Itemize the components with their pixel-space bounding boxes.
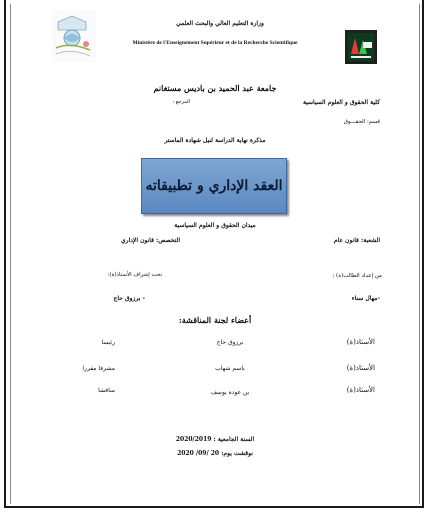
student-name: -مهال سناء bbox=[351, 295, 380, 302]
committee-member-name: بن عودة يوسف bbox=[210, 389, 250, 396]
academic-year: السنة الجامعية : 2020/2019 bbox=[175, 436, 255, 443]
committee-member-name: برزوق حاج bbox=[216, 339, 244, 346]
department-label: قسم: الحقـــوق bbox=[343, 119, 380, 125]
committee-title: أعضاء لجنة المناقشة: bbox=[178, 315, 252, 325]
specialty-label: التخصص: قانون الإداري bbox=[120, 237, 180, 244]
defense-date: نوقشت يوم: 20 /09/ 2020 bbox=[177, 450, 253, 457]
university-logo-icon bbox=[50, 8, 100, 66]
inner-frame bbox=[10, 4, 420, 504]
thesis-title: العقد الإداري و تطبيقاته bbox=[145, 178, 283, 194]
committee-member-title: الأستاذ(ة) bbox=[346, 338, 375, 346]
committee-member-title: الأستاذ(ة) bbox=[346, 364, 375, 372]
committee-member-name: باسم شهاب bbox=[215, 365, 245, 372]
reference-label: المرجع : bbox=[172, 99, 190, 105]
supervision-label: تحت إشراف الأستاذ(ة): bbox=[107, 272, 162, 278]
thesis-title-box bbox=[141, 158, 287, 214]
thesis-type: مذكرة نهاية الدراسة لنيل شهادة الماستر bbox=[164, 137, 266, 144]
supervisor-name: - برزوق حاج bbox=[113, 295, 145, 302]
committee-member-role: مشرفا مقررا bbox=[82, 365, 115, 372]
ministry-french: Ministère de l'Enseignement Supérieur et de la Recherche Scientifique bbox=[132, 40, 298, 46]
committee-member-role: مناقشا bbox=[98, 387, 115, 394]
committee-member-role: رئيسا bbox=[101, 339, 115, 346]
committee-member-title: الأستاذ(ة) bbox=[346, 386, 375, 394]
ministry-arabic: وزارة التعليم العالي والبحث العلمي bbox=[176, 20, 264, 27]
faculty-logo-icon bbox=[345, 30, 377, 64]
faculty-name: كلية الحقوق و العلوم السياسية bbox=[302, 99, 380, 106]
prepared-by-label: من إعداد الطالب(ة) : bbox=[332, 273, 382, 279]
branch-label: الشعبة: قانون عام bbox=[333, 237, 380, 244]
university-name: جامعة عبد الحميد بن باديس مستغانم bbox=[153, 83, 277, 93]
field-label: ميدان الحقوق و العلوم السياسية bbox=[174, 222, 256, 229]
